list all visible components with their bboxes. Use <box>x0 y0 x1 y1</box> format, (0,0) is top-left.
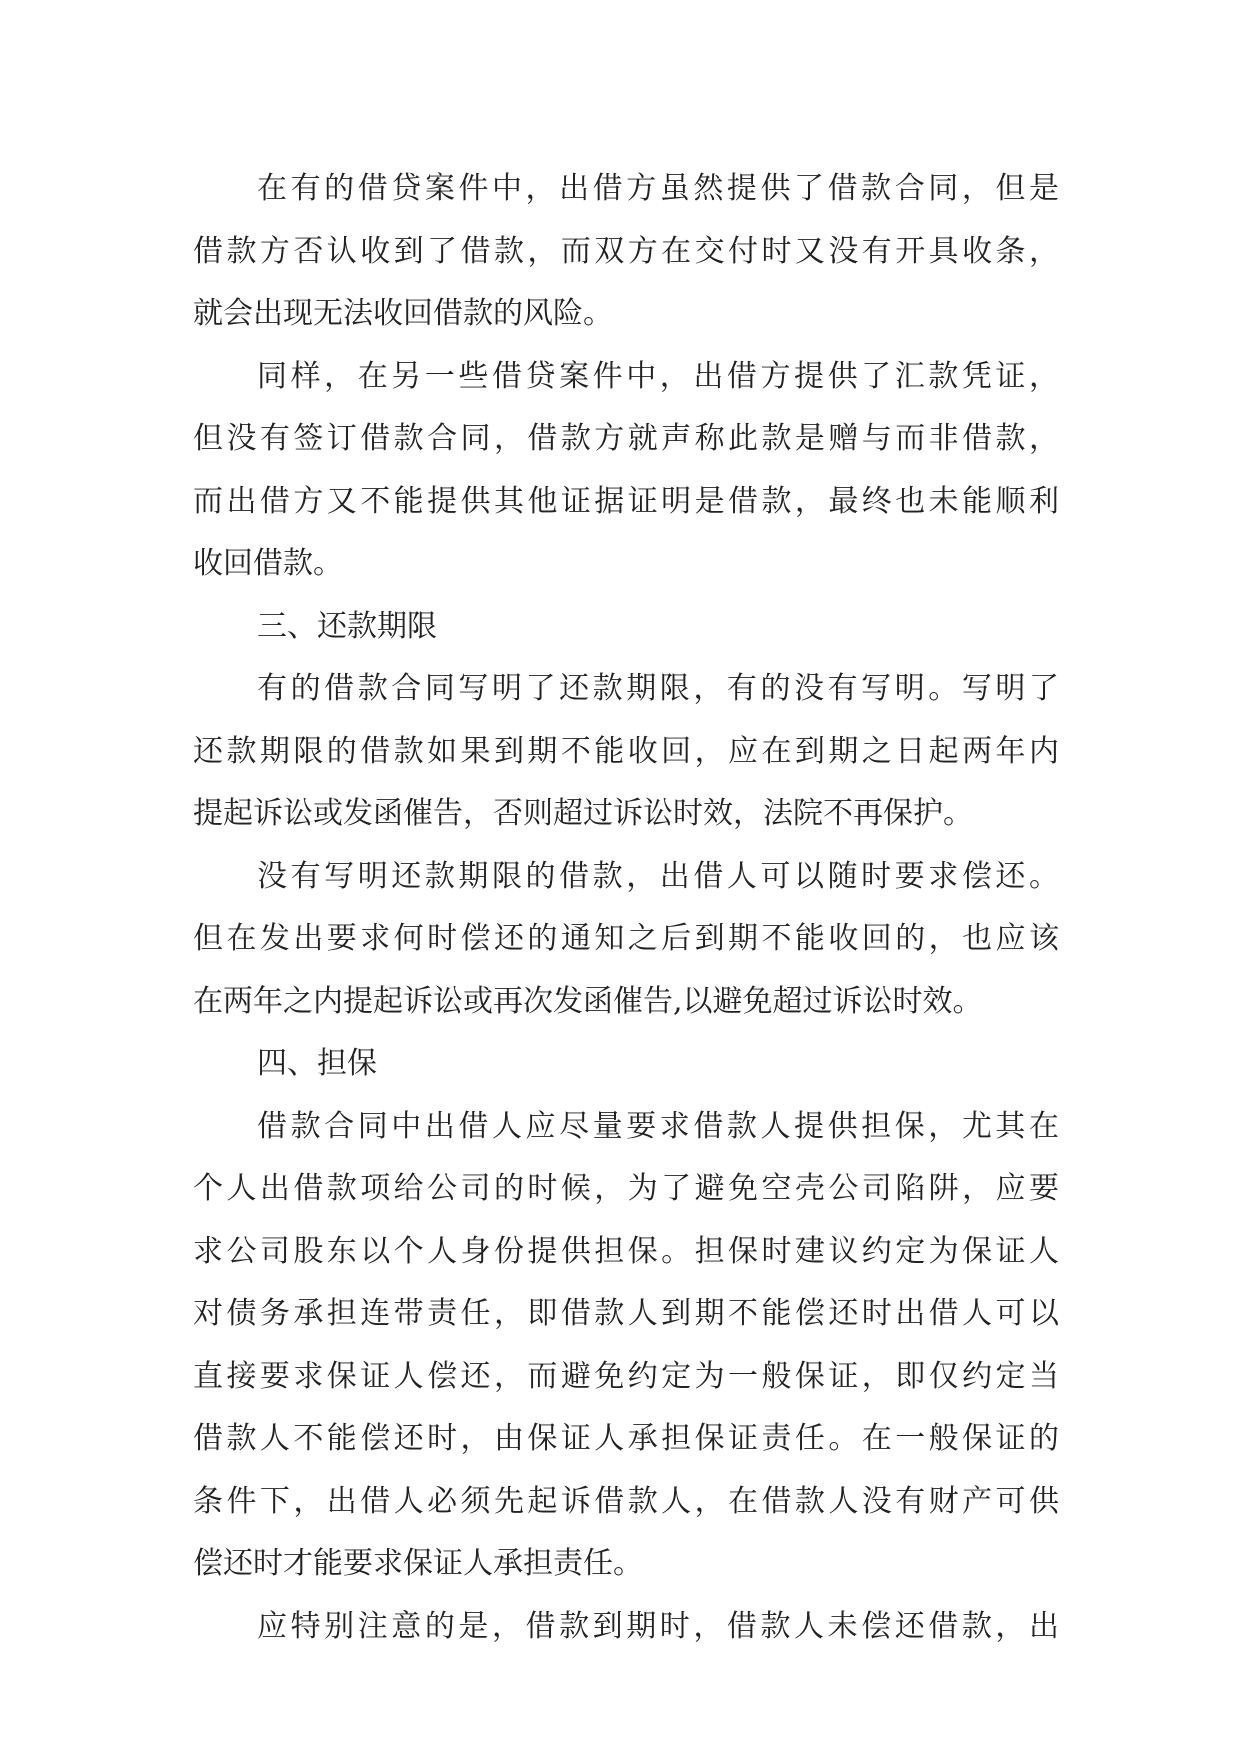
text-line: 在两年之内提起诉讼或再次发函催告,以避免超过诉讼时效。 <box>193 983 983 1019</box>
paragraph <box>193 158 1059 346</box>
paragraph <box>193 1596 1059 1659</box>
text-line: 同样，在另一些借贷案件中，出借方提供了汇款凭证， <box>257 358 1059 394</box>
text-line: 偿还时才能要求保证人承担责任。 <box>193 1546 643 1581</box>
text-line: 对债务承担连带责任，即借款人到期不能偿还时出借人可以 <box>193 1296 1059 1331</box>
document-body <box>193 158 1059 1658</box>
text-line: 但在发出要求何时偿还的通知之后到期不能收回的，也应该 <box>193 921 1059 956</box>
paragraph <box>193 846 1059 1034</box>
text-line: 在有的借贷案件中，出借方虽然提供了借款合同，但是 <box>257 171 1059 206</box>
text-line: 收回借款。 <box>193 546 343 581</box>
text-line: 借款方否认收到了借款，而双方在交付时又没有开具收条， <box>193 233 1059 269</box>
text-line: 提起诉讼或发函催告，否则超过诉讼时效，法院不再保护。 <box>193 796 973 831</box>
text-line: 应特别注意的是，借款到期时，借款人未偿还借款，出 <box>257 1608 1059 1644</box>
text-line: 个人出借款项给公司的时候，为了避免空壳公司陷阱，应要 <box>193 1171 1059 1206</box>
text-line: 借款人不能偿还时，由保证人承担保证责任。在一般保证的 <box>193 1421 1059 1456</box>
text-line: 有的借款合同写明了还款期限，有的没有写明。写明了 <box>257 671 1059 706</box>
text-line: 没有写明还款期限的借款，出借人可以随时要求偿还。 <box>257 858 1059 894</box>
text-line: 就会出现无法收回借款的风险。 <box>193 296 613 331</box>
text-line: 而出借方又不能提供其他证据证明是借款，最终也未能顺利 <box>193 483 1059 519</box>
text-line: 求公司股东以个人身份提供担保。担保时建议约定为保证人 <box>193 1233 1059 1269</box>
heading-text: 四、担保 <box>257 1046 377 1081</box>
paragraph <box>193 1096 1059 1596</box>
section-heading <box>193 1033 1059 1096</box>
paragraph <box>193 346 1059 596</box>
text-line: 借款合同中出借人应尽量要求借款人提供担保，尤其在 <box>257 1108 1059 1144</box>
paragraph <box>193 658 1059 846</box>
heading-text: 三、还款期限 <box>257 608 437 644</box>
section-heading <box>193 596 1059 659</box>
text-line: 直接要求保证人偿还，而避免约定为一般保证，即仅约定当 <box>193 1358 1059 1394</box>
text-line: 还款期限的借款如果到期不能收回，应在到期之日起两年内 <box>193 733 1059 769</box>
text-line: 条件下，出借人必须先起诉借款人，在借款人没有财产可供 <box>193 1483 1059 1519</box>
text-line: 但没有签订借款合同，借款方就声称此款是赠与而非借款， <box>193 421 1059 456</box>
